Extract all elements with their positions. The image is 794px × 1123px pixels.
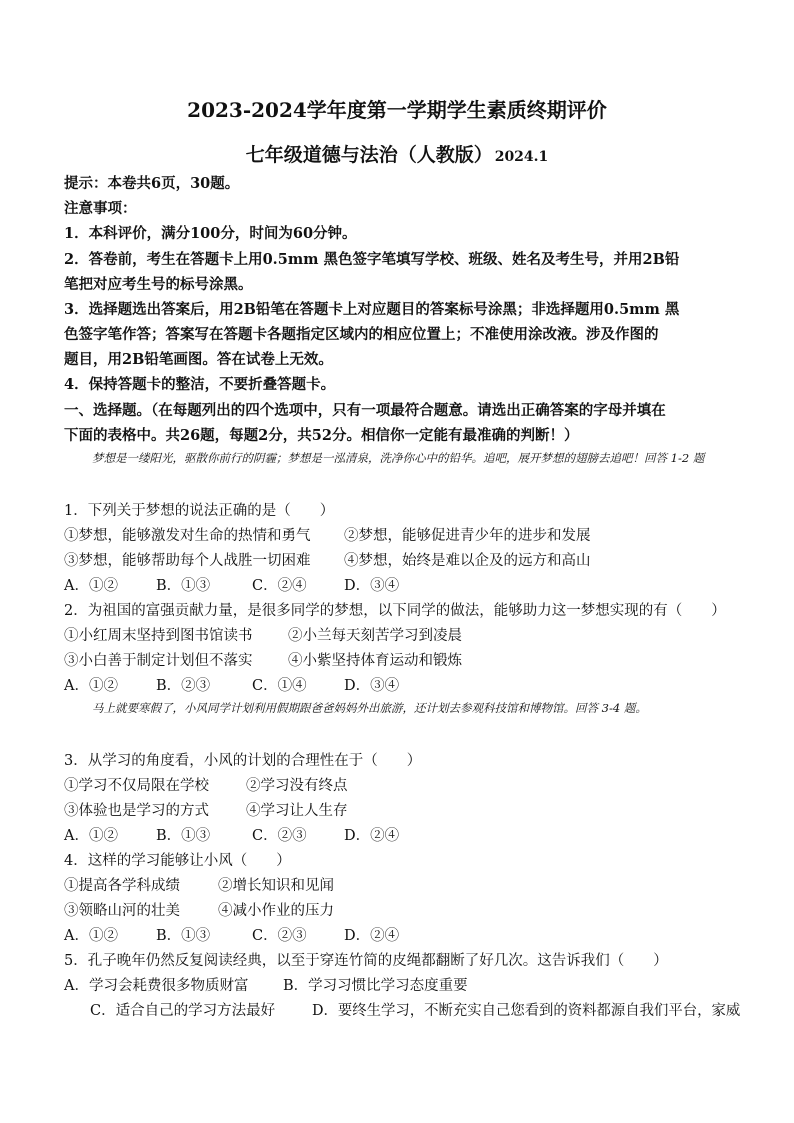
option-c: C．②④ [252,578,307,594]
statement: ①学习不仅局限在学校 [64,778,209,794]
exam-date: 2024.1 [494,149,549,165]
statement-row [64,524,311,545]
option-d: D．②④ [344,928,400,944]
option-c: C．②③ [252,928,307,944]
notice-item: 3．选择题选出答案后，用2B铅笔在答题卡上对应题目的答案标号涂黑；非选择题用0.5mm 黑 [64,301,680,318]
notice-item: 笔把对应考生号的标号涂黑。 [64,276,253,293]
option-c: C．①④ [252,678,307,694]
question-stem: 4．这样的学习能够让小风（ ） [64,853,291,869]
option-a: A．①② [64,928,118,944]
option-b: B．①③ [156,578,211,594]
notice-item: 1．本科评价，满分100分，时间为60分钟。 [64,225,357,242]
option-b: B．①③ [156,828,211,844]
question-stem: 3．从学习的角度看，小风的计划的合理性在于（ ） [64,753,422,769]
option-d: D．③④ [344,678,400,694]
notice-item: 4．保持答题卡的整洁，不要折叠答题卡。 [64,376,336,393]
statement: ②学习没有终点 [246,778,348,794]
option-b: B．②③ [156,678,211,694]
option-d: D．②④ [344,828,400,844]
statement: ①小红周末坚持到图书馆读书 [64,628,253,644]
option-c: C．适合自己的学习方法最好 [90,1003,276,1019]
hint-line: 提示：本卷共6页，30题。 [64,175,240,192]
statement: ②梦想，能够促进青少年的进步和发展 [344,528,591,544]
reading-passage: 马上就要寒假了，小风同学计划利用假期跟爸爸妈妈外出旅游，还计划去参观科技馆和博物馆。回答 3-4 题。 [92,701,647,715]
option-c: C．②③ [252,828,307,844]
question-stem: 2．为祖国的富强贡献力量，是很多同学的梦想，以下同学的做法，能够助力这一梦想实现的有（ ） [64,603,726,619]
option-b: B．学习习惯比学习态度重要 [283,978,468,994]
statement: ④梦想，始终是难以企及的远方和高山 [344,553,591,569]
statement: ②小兰每天刻苦学习到凌晨 [288,628,462,644]
option-d: D．③④ [344,578,400,594]
reading-passage: 梦想是一缕阳光，驱散你前行的阴霾；梦想是一泓清泉，洗净你心中的铅华。追吧，展开梦想的翅膀去追吧！回答 1-2 题 [92,451,705,465]
notice-item: 色签字笔作答；答案写在答题卡各题指定区域内的相应位置上；不准使用涂改液。涉及作图的 [64,326,659,343]
option-a: A．学习会耗费很多物质财富 [64,978,249,994]
question-stem: 5．孔子晚年仍然反复阅读经典，以至于穿连竹简的皮绳都翻断了好几次。这告诉我们（ ） [64,953,668,969]
option-a: A．①② [64,578,118,594]
question-stem: 1．下列关于梦想的说法正确的是（ ） [64,503,335,519]
notice-item: 2．答卷前，考生在答题卡上用0.5mm 黑色签字笔填写学校、班级、姓名及考生号，并用2B铅 [64,251,680,268]
exam-title: 2023-2024学年度第一学期学生素质终期评价 [187,98,607,122]
statement: ③体验也是学习的方式 [64,803,209,819]
option-d: D．要终生学习，不断充实自己您看到的资料都源自我们平台，家威 [312,1003,741,1019]
notice-item: 题目，用2B铅笔画图。答在试卷上无效。 [64,351,333,368]
section-heading: 一、选择题。（在每题列出的四个选项中，只有一项最符合题意。请选出正确答案的字母并填在 [64,402,666,419]
exam-subtitle [0,140,794,167]
statement: ④小紫坚持体育运动和锻炼 [288,653,462,669]
section-heading-cont: 下面的表格中。共26题，每题2分，共52分。相信你一定能有最准确的判断！） [64,427,579,444]
statement: ④学习让人生存 [246,803,348,819]
option-a: A．①② [64,828,118,844]
statement: ③梦想，能够帮助每个人战胜一切困难 [64,553,311,569]
subject-title: 七年级道德与法治（人教版） [245,144,493,166]
statement: ④减小作业的压力 [218,903,334,919]
statement: ①提高各学科成绩 [64,878,180,894]
statement: ②增长知识和见闻 [218,878,334,894]
option-b: B．①③ [156,928,211,944]
notice-heading: 注意事项： [64,200,137,217]
statement: ③领略山河的壮美 [64,903,180,919]
statement: ③小白善于制定计划但不落实 [64,653,253,669]
statement: ①梦想，能够激发对生命的热情和勇气 [64,528,311,544]
option-a: A．①② [64,678,118,694]
